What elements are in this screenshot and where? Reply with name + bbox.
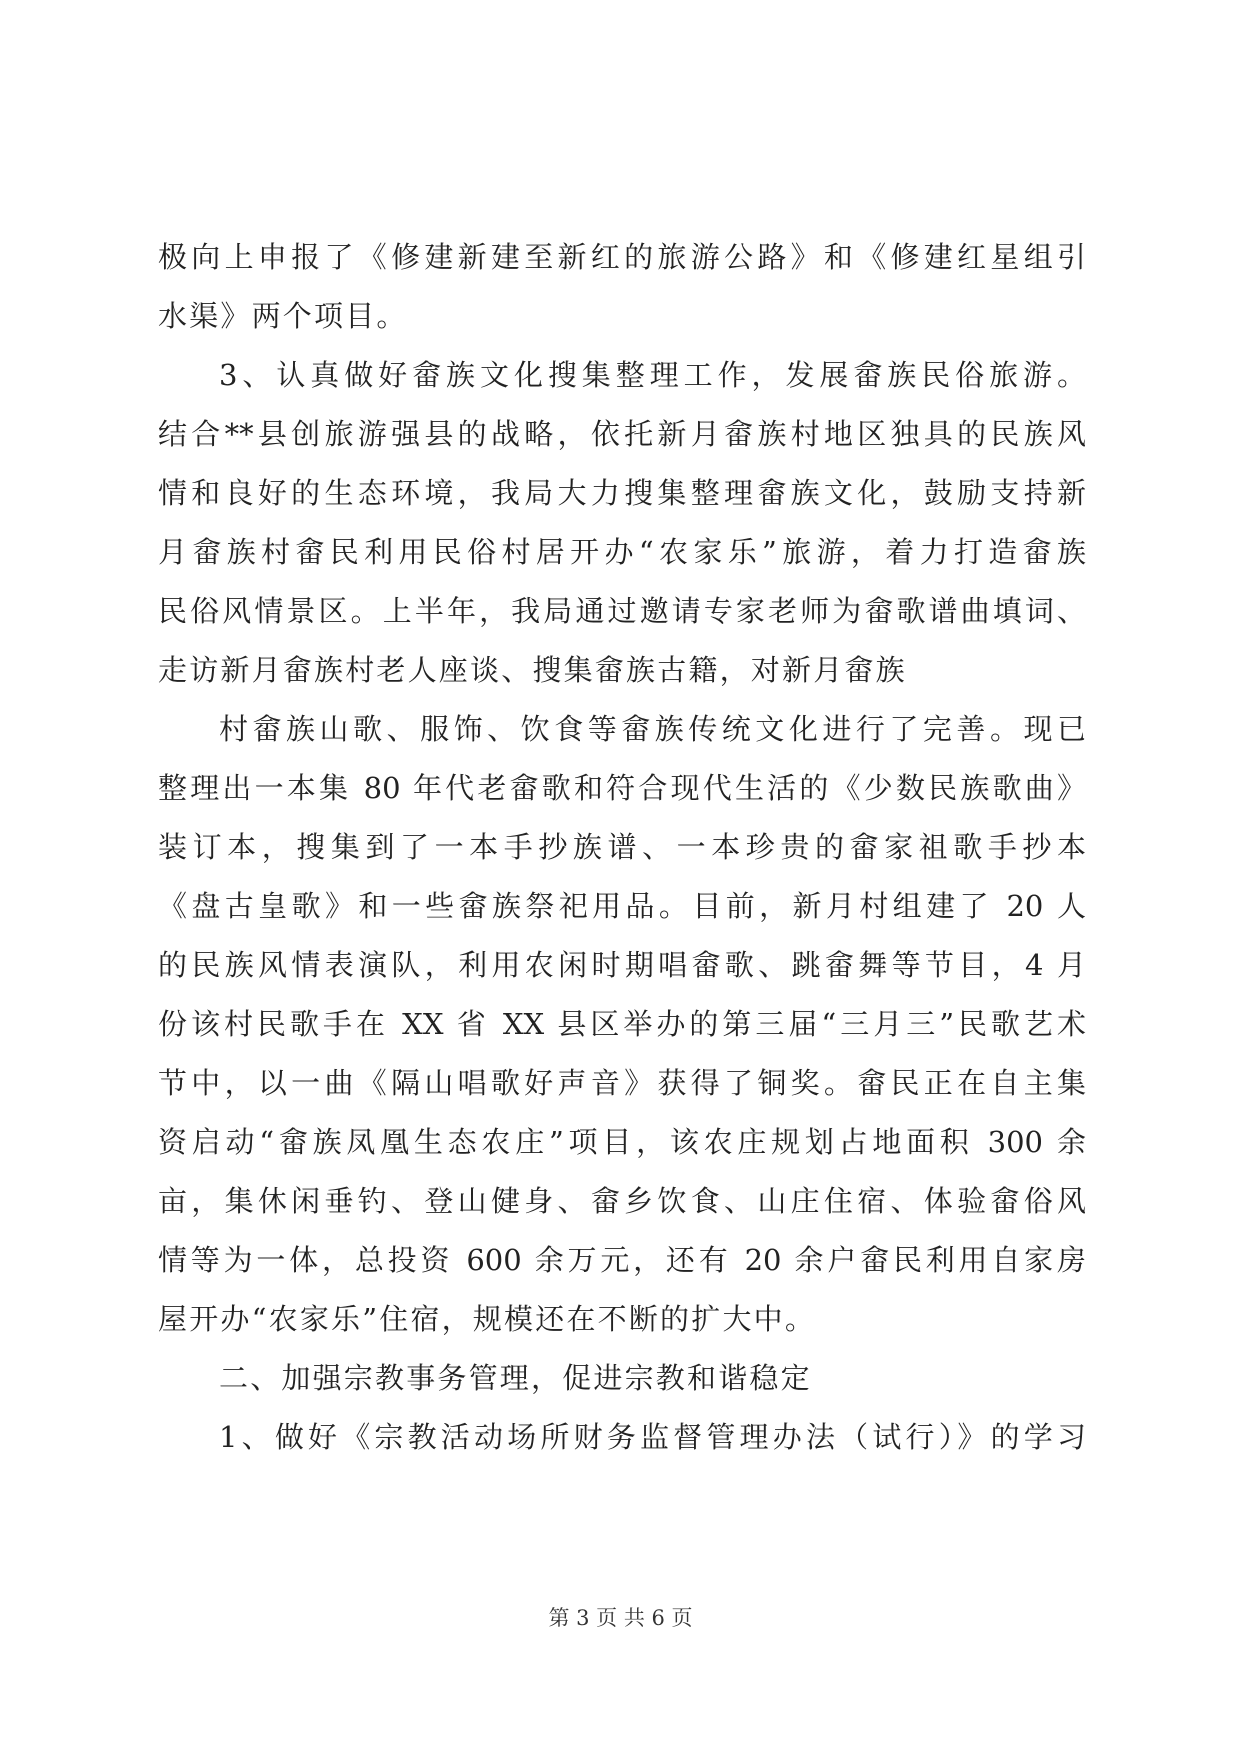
document-body — [158, 228, 1086, 1467]
text-line: 民俗风情景区。上半年，我局通过邀请专家老师为畲歌谱曲填词、 — [158, 594, 1086, 628]
text-line: 村畲族山歌、服饰、饮食等畲族传统文化进行了完善。现已 — [219, 712, 1086, 746]
text-line: 走访新月畲族村老人座谈、搜集畲族古籍，对新月畲族 — [158, 653, 907, 687]
text-line: 二、加强宗教事务管理，促进宗教和谐稳定 — [219, 1361, 812, 1395]
text-line: 节中，以一曲《隔山唱歌好声音》获得了铜奖。畲民正在自主集 — [158, 1066, 1086, 1100]
text-line: 装订本，搜集到了一本手抄族谱、一本珍贵的畲家祖歌手抄本 — [158, 830, 1086, 864]
page-footer: 第 3 页 共 6 页 — [548, 1606, 693, 1630]
text-line: 资启动“畲族凤凰生态农庄”项目，该农庄规划占地面积 300 余 — [158, 1125, 1086, 1159]
text-line: 水渠》两个项目。 — [158, 299, 408, 333]
text-line: 份该村民歌手在 XX 省 XX 县区举办的第三届“三月三”民歌艺术 — [158, 1007, 1086, 1041]
text-line: 月畲族村畲民利用民俗村居开办“农家乐”旅游，着力打造畲族 — [158, 535, 1086, 569]
text-line: 极向上申报了《修建新建至新红的旅游公路》和《修建红星组引 — [158, 240, 1086, 274]
text-line: 的民族风情表演队，利用农闲时期唱畲歌、跳畲舞等节目，4 月 — [158, 948, 1086, 982]
text-line: 3、认真做好畲族文化搜集整理工作，发展畲族民俗旅游。 — [219, 358, 1086, 392]
text-line: 《盘古皇歌》和一些畲族祭祀用品。目前，新月村组建了 20 人 — [158, 889, 1086, 923]
text-line: 1、做好《宗教活动场所财务监督管理办法（试行）》的学习 — [219, 1420, 1086, 1454]
text-line: 情和良好的生态环境，我局大力搜集整理畲族文化，鼓励支持新 — [158, 476, 1086, 510]
text-line: 整理出一本集 80 年代老畲歌和符合现代生活的《少数民族歌曲》 — [158, 771, 1086, 805]
text-line: 情等为一体，总投资 600 余万元，还有 20 余户畲民利用自家房 — [158, 1243, 1086, 1277]
text-line: 亩，集休闲垂钓、登山健身、畲乡饮食、山庄住宿、体验畲俗风 — [158, 1184, 1086, 1218]
text-line: 屋开办“农家乐”住宿，规模还在不断的扩大中。 — [158, 1302, 817, 1336]
text-line: 结合**县创旅游强县的战略，依托新月畲族村地区独具的民族风 — [158, 417, 1086, 451]
